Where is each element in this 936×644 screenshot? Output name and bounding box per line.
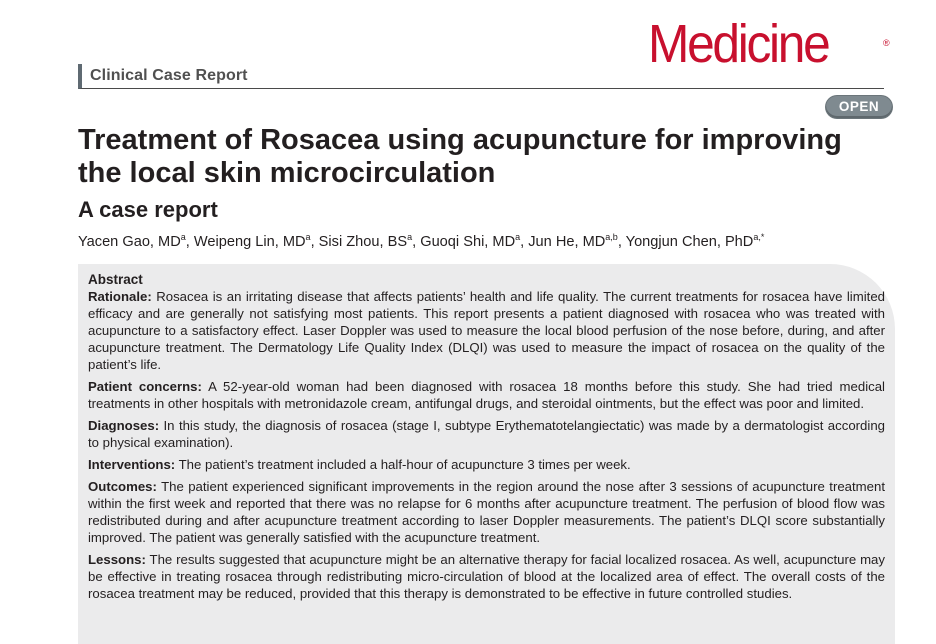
abstract-section-label: Outcomes: <box>88 479 157 494</box>
abstract-section-text: Rosacea is an irritating disease that affects patients’ health and life quality. The current treatments for rosacea have limited efficacy and are generally not satisfying most patients. This report presents a patient diagnosed with rosacea who was treated with acupuncture to a satisfactory effect. Laser Doppler was used to measure the local blood perfusion of the nose before, during, and after acupuncture treatment. The Dermatology Life Quality Index (DLQI) was used to measure the impact of rosacea on the quality of the patient’s life. <box>88 289 885 372</box>
abstract-section-label: Diagnoses: <box>88 418 160 433</box>
section-label: Clinical Case Report <box>90 67 248 84</box>
author-separator: , <box>185 234 194 250</box>
abstract-section-text: A 52-year-old woman had been diagnosed with rosacea 18 months before this study. She had tried medical treatments in other hospitals with metronidazole cream, antifungal drugs, and steroidal ointments, but the effect was poor and limited. <box>88 379 885 411</box>
author-affiliation[interactable]: a <box>180 232 186 243</box>
open-access-badge: OPEN <box>826 96 892 118</box>
abstract-section-text: The patient experienced significant improvements in the region around the nose after 3 sessions of acupuncture treatment within the first week and reported that there was no relapse for 6 months after acupuncture treatment. The perfusion of blood flow was redistributed during and after acupuncture treatment according to laser Doppler measurements. The patient’s DLQI score substantially improved. The patient was generally satisfied with the acupuncture treatment. <box>88 479 885 545</box>
article-title: Treatment of Rosacea using acupuncture for improving the local skin microcirculation <box>78 124 842 189</box>
author-affiliation[interactable]: a,* <box>753 232 765 243</box>
abstract-section-label: Patient concerns: <box>88 379 202 394</box>
author-separator: , <box>310 234 319 250</box>
author-name[interactable]: Guoqi Shi, MD <box>420 234 516 250</box>
abstract-section-label: Interventions: <box>88 457 176 472</box>
author-name[interactable]: Weipeng Lin, MD <box>193 234 306 250</box>
abstract-section-text: The patient’s treatment included a half-hour of acupuncture 3 times per week. <box>175 457 631 472</box>
abstract-box <box>78 264 895 644</box>
abstract-paragraph <box>88 456 885 473</box>
author-affiliation[interactable]: a <box>305 232 311 243</box>
abstract-section-label: Lessons: <box>88 552 146 567</box>
author-separator: , <box>520 234 529 250</box>
author-name[interactable]: Yongjun Chen, PhD <box>625 234 754 250</box>
abstract-section-text: In this study, the diagnosis of rosacea (stage I, subtype Erythematotelangiectatic) was made by a dermatologist according to physical examination). <box>88 418 885 450</box>
abstract-paragraph <box>88 378 885 412</box>
abstract-paragraph <box>88 478 885 546</box>
abstract-section-label: Rationale: <box>88 289 152 304</box>
abstract-sections <box>88 288 885 602</box>
registered-mark: ® <box>883 38 890 48</box>
author-name[interactable]: Jun He, MD <box>528 234 606 250</box>
author-separator: , <box>617 234 626 250</box>
abstract-section-text: The results suggested that acupuncture might be an alternative therapy for facial localized rosacea. As well, acupuncture may be effective in treating rosacea through redistributing micro-circulation of blood at the localized area of effect. The overall costs of the rosacea treatment may be reduced, provided that this therapy is demonstrated to be effective in future controlled studies. <box>88 552 885 601</box>
author-affiliation[interactable]: a <box>515 232 521 243</box>
abstract-heading: Abstract <box>88 272 143 287</box>
author-list <box>78 234 764 250</box>
abstract-paragraph <box>88 288 885 373</box>
abstract-paragraph <box>88 417 885 451</box>
author-separator: , <box>412 234 421 250</box>
author-affiliation[interactable]: a,b <box>605 232 618 243</box>
author-name[interactable]: Yacen Gao, MD <box>78 234 181 250</box>
author-name[interactable]: Sisi Zhou, BS <box>318 234 408 250</box>
journal-logo[interactable]: Medicine <box>648 14 829 74</box>
article-subtitle: A case report <box>78 197 218 222</box>
author-affiliation[interactable]: a <box>407 232 413 243</box>
abstract-paragraph <box>88 551 885 602</box>
